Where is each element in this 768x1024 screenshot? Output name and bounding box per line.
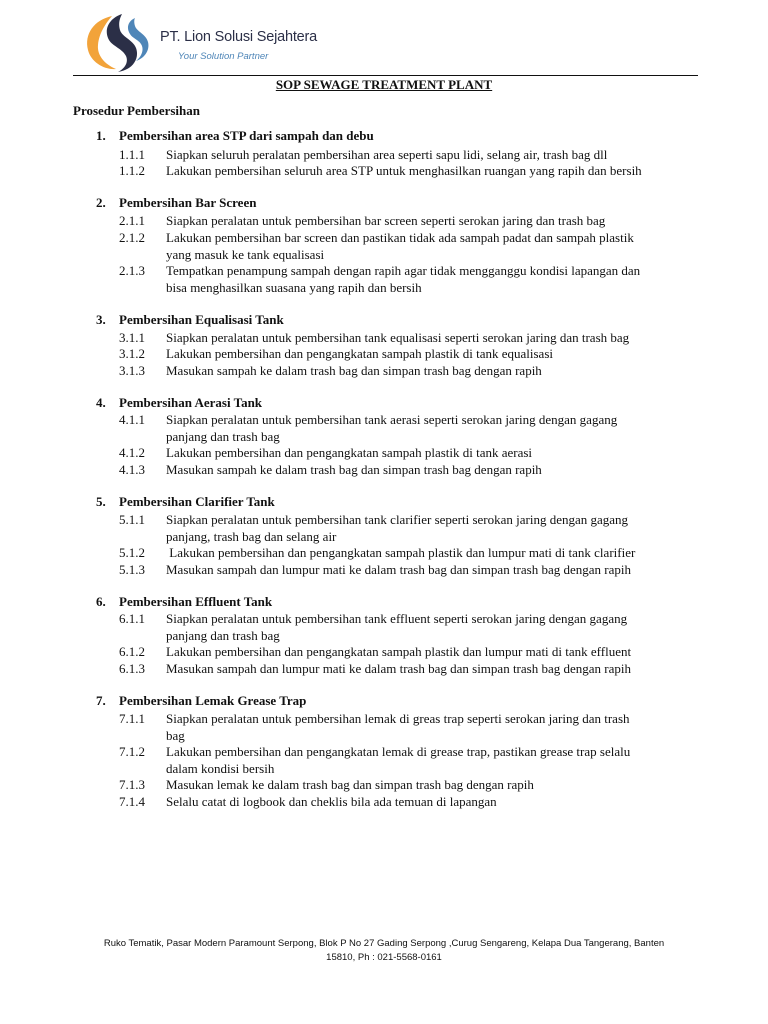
section-number: 7.: [96, 693, 106, 708]
item-text: Lakukan pembersihan bar screen dan pastikan tidak ada sampah padat dan sampah plastik yang masuk ke tank equalisasi: [166, 230, 634, 262]
item-text: Lakukan pembersihan dan pengangkatan sampah plastik dan lumpur mati di tank effluent: [166, 644, 632, 659]
item-number: 7.1.3: [119, 777, 145, 792]
section-number: 6.: [96, 594, 106, 609]
item-number: 2.1.3: [119, 263, 145, 278]
item-number: 2.1.1: [119, 213, 145, 228]
item-text: Siapkan peralatan untuk pembersihan tank effluent seperti serokan jaring dengan gagang panjang dan trash bag: [166, 611, 628, 643]
company-tagline: Your Solution Partner: [178, 51, 269, 62]
item-number: 3.1.2: [119, 346, 145, 361]
footer-line-2: 15810, Ph : 021-5568-0161: [326, 952, 442, 963]
section-title: Pembersihan Lemak Grease Trap: [119, 693, 307, 708]
document-title: SOP SEWAGE TREATMENT PLANT: [275, 77, 493, 92]
item-text: Siapkan peralatan untuk pembersihan tank aerasi seperti serokan jaring dengan gagang panjang dan trash bag: [166, 412, 618, 444]
section-title: Pembersihan Effluent Tank: [119, 594, 273, 609]
item-number: 5.1.2: [119, 545, 145, 560]
item-number: 4.1.2: [119, 445, 145, 460]
section-number: 4.: [96, 395, 106, 410]
item-text: Siapkan peralatan untuk pembersihan tank clarifier seperti serokan jaring dengan gagang panjang, trash bag dan selang air: [166, 512, 629, 544]
item-number: 6.1.1: [119, 611, 145, 626]
item-text: Masukan sampah dan lumpur mati ke dalam trash bag dan simpan trash bag dengan rapih: [166, 562, 631, 577]
footer-address: [40, 937, 728, 965]
section-title: Pembersihan Aerasi Tank: [119, 395, 263, 410]
section-title: Pembersihan area STP dari sampah dan debu: [119, 128, 374, 143]
item-text: Siapkan peralatan untuk pembersihan bar screen seperti serokan jaring dan trash bag: [166, 213, 606, 228]
item-text: Masukan sampah ke dalam trash bag dan simpan trash bag dengan rapih: [166, 363, 542, 378]
item-text: Selalu catat di logbook dan cheklis bila ada temuan di lapangan: [166, 794, 497, 809]
section-title: Pembersihan Equalisasi Tank: [119, 312, 284, 327]
item-number: 4.1.3: [119, 462, 145, 477]
item-number: 6.1.2: [119, 644, 145, 659]
item-text: Siapkan peralatan untuk pembersihan tank equalisasi seperti serokan jaring dan trash bag: [166, 330, 630, 345]
item-number: 7.1.2: [119, 744, 145, 759]
item-number: 7.1.1: [119, 711, 145, 726]
item-number: 6.1.3: [119, 661, 145, 676]
item-number: 7.1.4: [119, 794, 145, 809]
item-text: Masukan sampah ke dalam trash bag dan simpan trash bag dengan rapih: [166, 462, 542, 477]
section-number: 5.: [96, 494, 106, 509]
item-number: 2.1.2: [119, 230, 145, 245]
section-title: Pembersihan Bar Screen: [119, 195, 257, 210]
section-number: 1.: [96, 128, 106, 143]
section-number: 2.: [96, 195, 106, 210]
item-number: 1.1.2: [119, 163, 145, 178]
item-number: 3.1.1: [119, 330, 145, 345]
item-text: Masukan sampah dan lumpur mati ke dalam trash bag dan simpan trash bag dengan rapih: [166, 661, 631, 676]
item-text: Lakukan pembersihan dan pengangkatan sampah plastik di tank aerasi: [166, 445, 533, 460]
item-number: 3.1.3: [119, 363, 145, 378]
section-number: 3.: [96, 312, 106, 327]
item-text: Lakukan pembersihan dan pengangkatan lemak di grease trap, pastikan grease trap selalu dalam kondisi bersih: [166, 744, 631, 776]
item-text: Lakukan pembersihan dan pengangkatan sampah plastik dan lumpur mati di tank clarifier: [166, 545, 636, 560]
item-number: 4.1.1: [119, 412, 145, 427]
item-number: 1.1.1: [119, 147, 145, 162]
item-text: Lakukan pembersihan dan pengangkatan sampah plastik di tank equalisasi: [166, 346, 553, 361]
item-text: Siapkan seluruh peralatan pembersihan area seperti sapu lidi, selang air, trash bag dll: [166, 147, 608, 162]
item-number: 5.1.1: [119, 512, 145, 527]
company-name: PT. Lion Solusi Sejahtera: [160, 29, 318, 45]
item-text: Lakukan pembersihan seluruh area STP untuk menghasilkan ruangan yang rapih dan bersih: [166, 163, 642, 178]
section-title: Pembersihan Clarifier Tank: [119, 494, 275, 509]
item-text: Siapkan peralatan untuk pembersihan lemak di greas trap seperti serokan jaring dan trash bag: [166, 711, 630, 743]
footer-line-1: Ruko Tematik, Pasar Modern Paramount Serpong, Blok P No 27 Gading Serpong ,Curug Sengareng, Kelapa Dua Tangerang, Banten: [103, 938, 665, 949]
item-text: Tempatkan penampung sampah dengan rapih agar tidak mengganggu kondisi lapangan dan bisa menghasilkan suasana yang rapih dan bersih: [166, 263, 641, 295]
item-number: 5.1.3: [119, 562, 145, 577]
item-text: Masukan lemak ke dalam trash bag dan simpan trash bag dengan rapih: [166, 777, 534, 792]
document-subtitle: Prosedur Pembersihan: [73, 103, 200, 118]
